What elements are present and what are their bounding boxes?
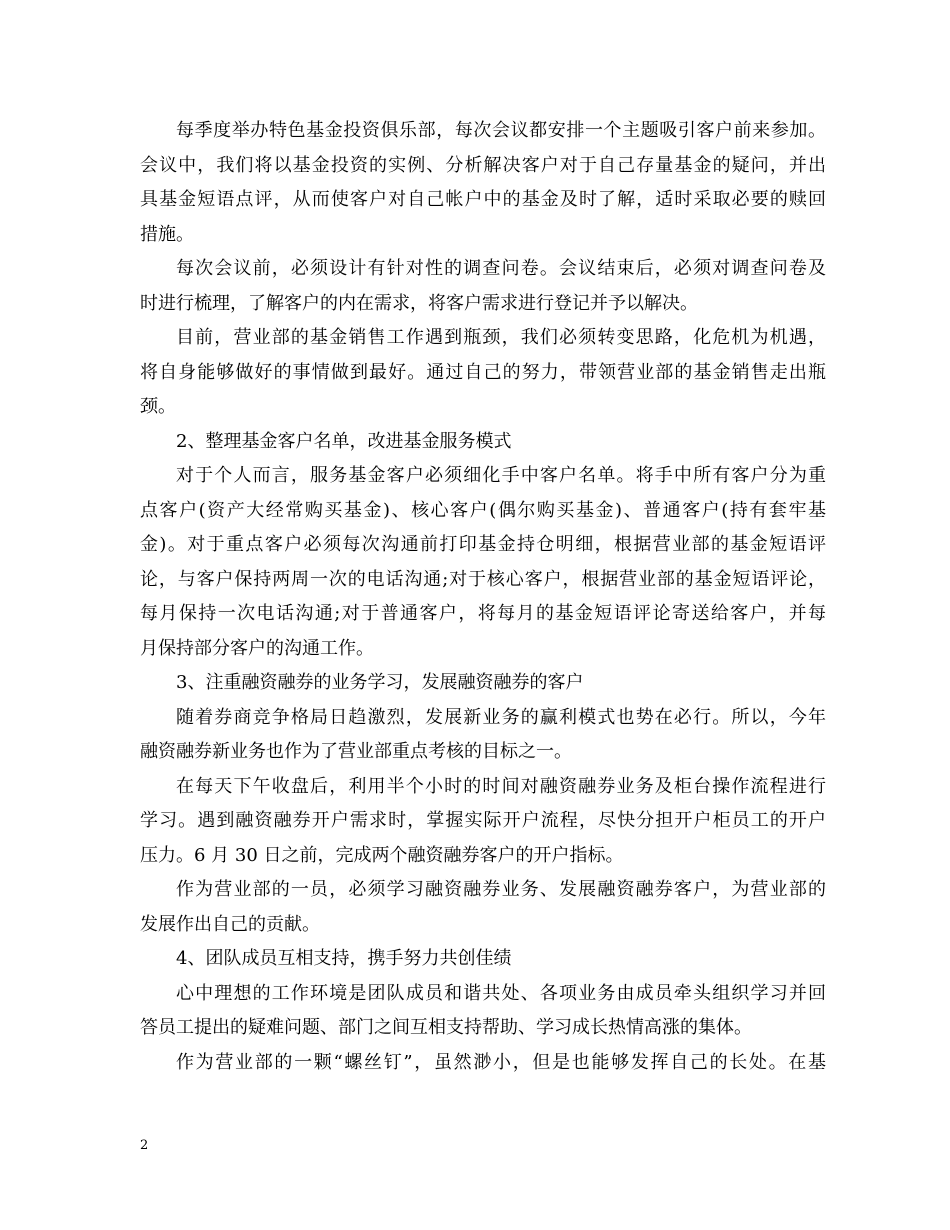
text-line: 措施。 [140, 223, 194, 245]
text-line: 将自身能够做好的事情做到最好。通过自己的努力，带领营业部的基金销售走出瓶 [140, 361, 826, 383]
text-line: 每季度举办特色基金投资俱乐部，每次会议都安排一个主题吸引客户前来参加。 [176, 120, 826, 141]
text-line: 点客户(资产大经常购买基金)、核心客户(偶尔购买基金)、普通客户(持有套牢基 [140, 499, 826, 521]
text-line: 作为营业部的一员，必须学习融资融券业务、发展融资融券客户，为营业部的 [176, 879, 826, 900]
text-line: 心中理想的工作环境是团队成员和谐共处、各项业务由成员牵头组织学习并回 [176, 982, 826, 1004]
text-line: 作为营业部的一颗“螺丝钉”，虽然渺小，但是也能够发挥自己的长处。在基 [176, 1051, 826, 1073]
text-line: 发展作出自己的贡献。 [140, 913, 320, 935]
text-line: 论，与客户保持两周一次的电话沟通;对于核心客户，根据营业部的基金短语评论， [140, 568, 826, 590]
text-line: 3、注重融资融券的业务学习，发展融资融券的客户 [176, 672, 584, 693]
text-line: 月保持部分客户的沟通工作。 [140, 637, 374, 659]
body-text [140, 114, 826, 1080]
text-line: 对于个人而言，服务基金客户必须细化手中客户名单。将手中所有客户分为重 [176, 465, 826, 486]
text-line: 答员工提出的疑难问题、部门之间互相支持帮助、学习成长热情高涨的集体。 [140, 1017, 752, 1038]
text-line: 金)。对于重点客户必须每次沟通前打印基金持仓明细，根据营业部的基金短语评 [140, 534, 826, 555]
text-line: 颈。 [140, 396, 176, 417]
text-line: 4、团队成员互相支持，携手努力共创佳绩 [176, 948, 512, 969]
text-line: 压力。6 月 30 日之前，完成两个融资融券客户的开户指标。 [140, 844, 624, 866]
text-line: 每月保持一次电话沟通;对于普通客户，将每月的基金短语评论寄送给客户，并每 [140, 603, 826, 624]
text-line: 目前，营业部的基金销售工作遇到瓶颈，我们必须转变思路，化危机为机遇， [176, 327, 826, 348]
text-line: 学习。遇到融资融券开户需求时，掌握实际开户流程，尽快分担开户柜员工的开户 [140, 810, 826, 831]
text-line: 每次会议前，必须设计有针对性的调查问卷。会议结束后，必须对调查问卷及 [176, 258, 826, 279]
text-line: 融资融券新业务也作为了营业部重点考核的目标之一。 [140, 741, 572, 762]
text-line: 时进行梳理，了解客户的内在需求，将客户需求进行登记并予以解决。 [140, 292, 698, 314]
text-line: 具基金短语点评，从而使客户对自己帐户中的基金及时了解，适时采取必要的赎回 [140, 189, 826, 210]
text-line: 会议中，我们将以基金投资的实例、分析解决客户对于自己存量基金的疑问，并出 [140, 154, 826, 176]
text-line: 随着券商竞争格局日趋激烈，发展新业务的赢利模式也势在必行。所以，今年 [176, 706, 826, 728]
page-number: 2 [140, 1138, 149, 1153]
text-line: 在每天下午收盘后，利用半个小时的时间对融资融券业务及柜台操作流程进行 [176, 775, 826, 797]
text-line: 2、整理基金客户名单，改进基金服务模式 [176, 430, 512, 452]
